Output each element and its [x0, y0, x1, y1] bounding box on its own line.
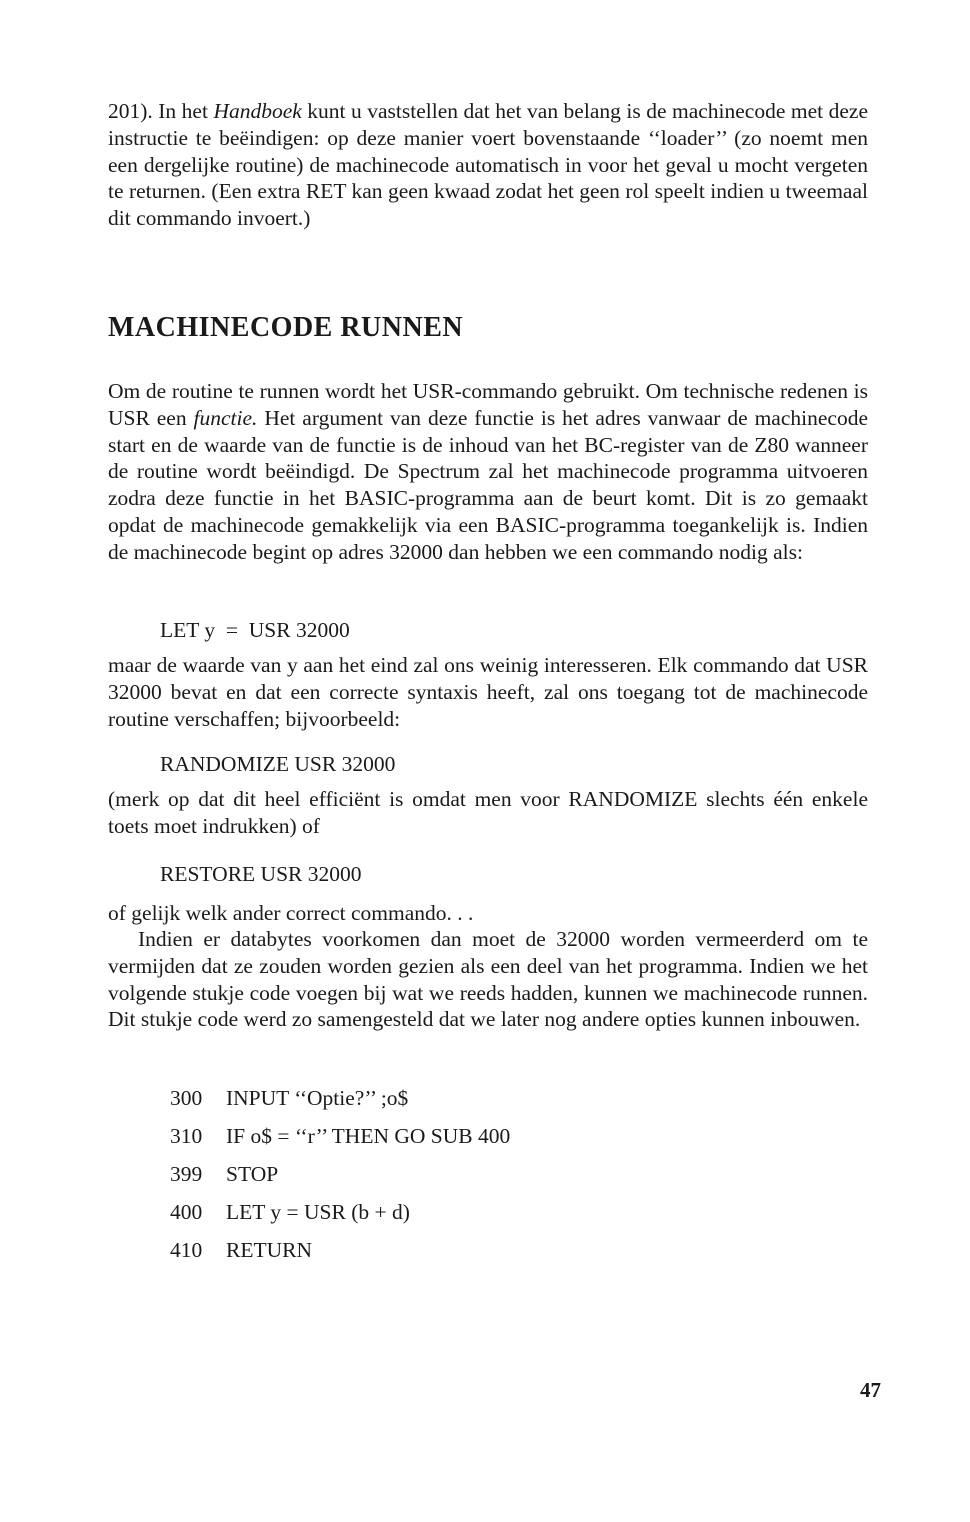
usr-text-end: Het argument van deze functie is het adres vanwaar de machinecode start en de waarde van de functie is de inhoud van het BC-register van de Z80 wanneer de routine wordt beëindigd. De Spectrum zal het machinecode programma uitvoeren zodra deze functie in het BASIC-programma aan de beurt komt. Dit is zo gemaakt opdat de machinecode gemakkelijk via een BASIC-programma toegankelijk is. Indien de machinecode begint op adres 32000 dan hebben we een commando nodig als:	[108, 405, 868, 564]
after-let-paragraph: maar de waarde van y aan het eind zal ons weinig interesseren. Elk commando dat USR 32000 bevat en dat een correcte syntaxis heeft, zal ons toegang tot de machinecode routine verschaffen; bijvoorbeeld:	[108, 653, 868, 731]
code-let-usr: LET y = USR 32000	[160, 618, 350, 642]
basic-line-statement: IF o$ = ‘‘r’’ THEN GO SUB 400	[226, 1124, 511, 1148]
basic-line	[170, 1238, 312, 1263]
page-number: 47	[860, 1378, 881, 1402]
basic-line-number: 310	[170, 1124, 203, 1148]
code-randomize-usr: RANDOMIZE USR 32000	[160, 752, 396, 776]
handboek-italic: Handboek	[213, 99, 302, 123]
section-heading: MACHINECODE RUNNEN	[108, 312, 464, 343]
functie-italic: functie.	[193, 405, 258, 430]
basic-line-statement: RETURN	[226, 1238, 312, 1262]
basic-line	[170, 1086, 408, 1111]
basic-line-number: 410	[170, 1238, 203, 1262]
usr-paragraph	[108, 378, 868, 566]
basic-line	[170, 1162, 278, 1187]
basic-line	[170, 1200, 410, 1225]
databytes-paragraph: Indien er databytes voorkomen dan moet de 32000 worden vermeerderd om te vermijden dat ze zouden worden gezien als een deel van het programma. Indien we het volgende stukje code voegen bij wat we reeds hadden, kunnen we machinecode runnen. Dit stukje code werd zo samengesteld dat we later nog andere opties kunnen inbouwen.	[108, 927, 868, 1032]
basic-line-statement: STOP	[226, 1162, 279, 1186]
basic-line-statement: INPUT ‘‘Optie?’’ ;o$	[226, 1086, 409, 1110]
basic-line-number: 400	[170, 1200, 203, 1224]
usr-text-start: Om de routine te runnen wordt het USR-commando gebruikt. Om technische redenen is USR een	[108, 379, 868, 430]
basic-line-number: 300	[170, 1086, 203, 1110]
code-restore-usr: RESTORE USR 32000	[160, 862, 362, 886]
basic-line-number: 399	[170, 1162, 203, 1186]
intro-paragraph	[108, 98, 868, 232]
after-randomize-paragraph: (merk op dat dit heel efficiënt is omdat men voor RANDOMIZE slechts één enkele toets moet indrukken) of	[108, 787, 868, 838]
intro-text-end: kunt u vaststellen dat het van belang is de machinecode met deze instructie te beëindigen: op deze manier voert bovenstaande ‘‘loader’’ (zo noemt men een dergelijke routine) de machinecode automatisch in voor het geval u mocht vergeten te returnen. (Een extra RET kan geen kwaad zodat het geen rol speelt indien u tweemaal dit commando invoert.)	[108, 99, 868, 231]
basic-line	[170, 1124, 510, 1149]
basic-line-statement: LET y = USR (b + d)	[226, 1200, 410, 1224]
intro-text-start: 201). In het	[108, 99, 214, 123]
after-restore-paragraph: of gelijk welk ander correct commando. . .	[108, 901, 474, 925]
